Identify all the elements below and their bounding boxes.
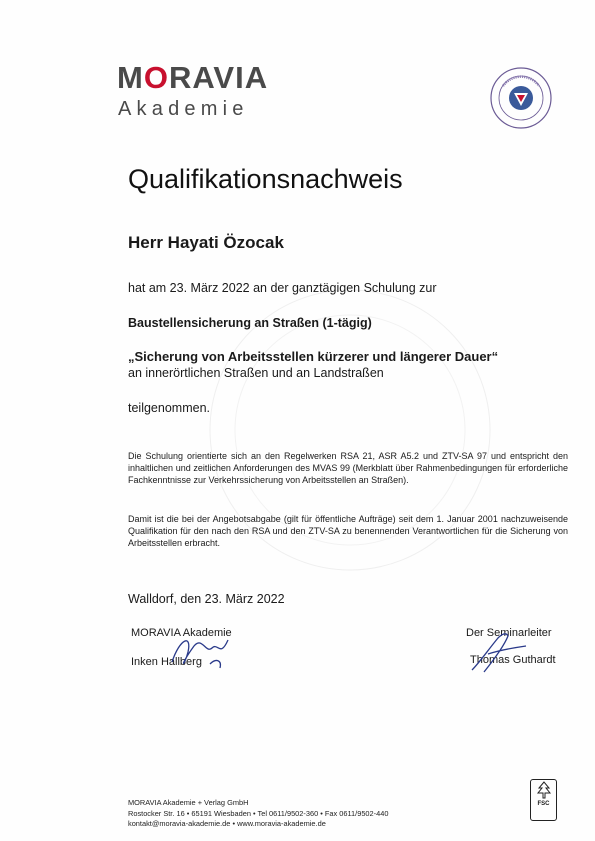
participated-text: teilgenommen.	[128, 401, 210, 415]
paragraph-regulations: Die Schulung orientierte sich an den Regelwerken RSA 21, ASR A5.2 und ZTV-SA 97 und entspricht den inhaltlichen und zeitlichen Anforderungen des MVAS 99 (Merkblatt über Rahmenbedingungen für erforderliche Fachkenntnisse zur Verkehrssicherung von Arbeitsstellen an Straßen).	[128, 451, 568, 485]
footer-contact: Rostocker Str. 16 • 65191 Wiesbaden • Tel 0611/9502-360 • Fax 0611/9502-440	[128, 808, 389, 818]
paragraph-qualification: Damit ist die bei der Angebotsabgabe (gilt für öffentliche Aufträge) seit dem 1. Januar 2001 nachzuweisende Qualifikation für den nach den RSA und den ZTV-SA zu benennenden Verantwortlichen für die Sicherung von Arbeitsstellen erbracht.	[128, 514, 568, 548]
right-signature-role: Der Seminarleiter	[466, 627, 552, 639]
document-title: Qualifikationsnachweis	[128, 164, 403, 194]
footer-company: MORAVIA Akademie + Verlag GmbH	[128, 798, 249, 807]
logo-o: O	[143, 60, 169, 95]
logo-subtitle: Akademie	[118, 98, 249, 120]
fsc-logo	[530, 779, 557, 821]
course-subtitle: „Sicherung von Arbeitsstellen kürzerer und längerer Dauer“	[128, 349, 499, 364]
left-signatory-name: Inken Hallberg	[131, 656, 202, 668]
footer-web: kontakt@moravia-akademie.de • www.moravia-akademie.de	[128, 819, 326, 828]
course-subtitle-line2: an innerörtlichen Straßen und an Landstraßen	[128, 366, 384, 380]
fsc-label: FSC	[537, 801, 550, 807]
logo-m: M	[117, 60, 144, 95]
tree-icon	[536, 781, 552, 799]
logo-wordmark	[117, 60, 268, 96]
right-signature-icon	[468, 628, 538, 676]
place-and-date: Walldorf, den 23. März 2022	[128, 592, 285, 606]
recipient-name: Herr Hayati Özocak	[128, 233, 284, 252]
course-title: Baustellensicherung an Straßen (1-tägig)	[128, 316, 372, 330]
left-signature-icon	[150, 628, 240, 674]
left-signature-org: MORAVIA Akademie	[131, 627, 232, 639]
logo-rest: RAVIA	[168, 60, 269, 95]
quality-seal-icon	[489, 66, 553, 130]
right-signatory-name: Thomas Guthardt	[470, 654, 556, 666]
intro-text: hat am 23. März 2022 an der ganztägigen Schulung zur	[128, 281, 437, 295]
footer-address	[128, 798, 388, 830]
